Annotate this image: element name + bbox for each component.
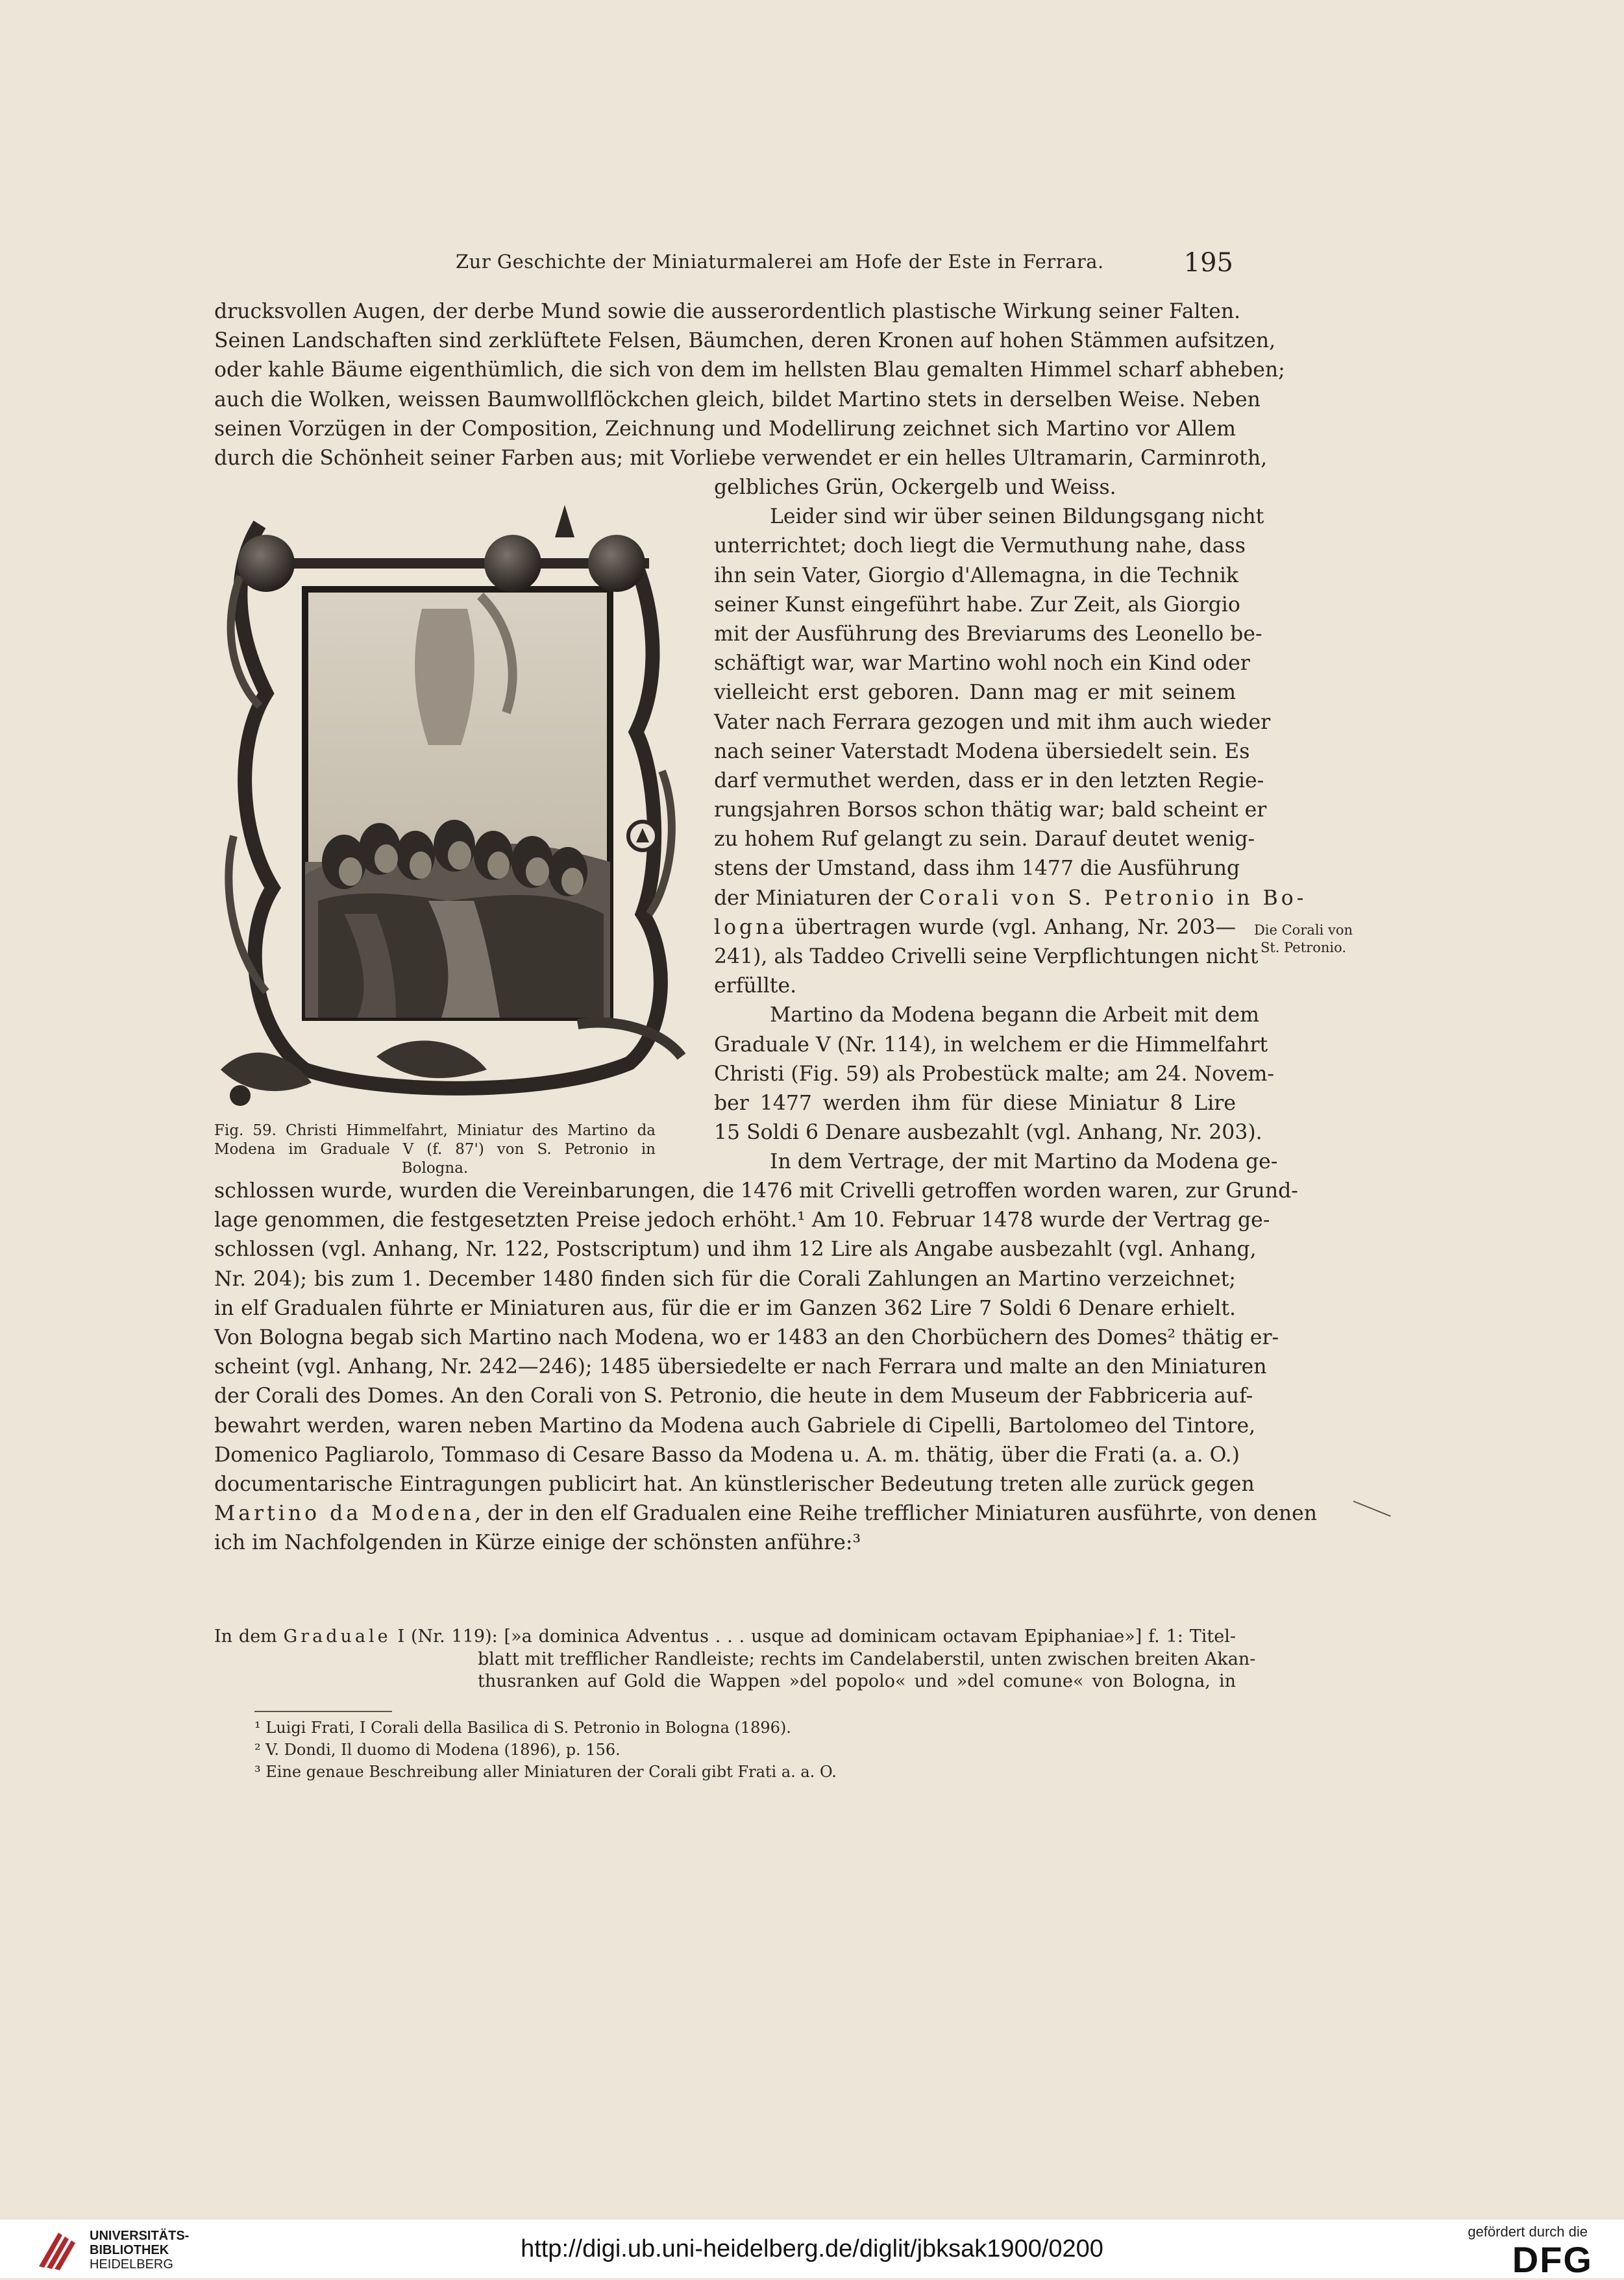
library-name-line: BIBLIOTHEK (90, 2243, 169, 2257)
miniature-image (214, 498, 695, 1101)
text-line: ber 1477 werden ihm für diese Miniatur 8 Lire (714, 1091, 1236, 1115)
text-line: Christi (Fig. 59) als Probestück malte; am 24. Novem- (714, 1062, 1275, 1086)
text-line: seinen Vorzügen in der Composition, Zeichnung und Modellirung zeichnet sich Martino vor Allem (214, 417, 1236, 441)
library-name-line: UNIVERSITÄTS- (90, 2229, 190, 2243)
text-line: in elf Gradualen führte er Miniaturen aus, für die er im Ganzen 362 Lire 7 Soldi 6 Denare erhielt. (214, 1296, 1236, 1320)
marginal-line: Die Corali von (1253, 922, 1353, 938)
text-line: der Corali des Domes. An den Corali von S. Petronio, die heute in dem Museum der Fabbriceria auf- (214, 1384, 1253, 1408)
funded-by-text: gefördert durch die (1468, 2224, 1588, 2240)
small-line: thusranken auf Gold die Wappen »del popolo« und »del comune« von Bologna, in (478, 1671, 1236, 1691)
text-line: In dem Vertrage, der mit Martino da Modena ge- (770, 1150, 1278, 1174)
text-line: darf vermuthet werden, dass er in den letzten Regie- (714, 768, 1264, 792)
spaced-text: logna (714, 915, 788, 939)
text-line: bewahrt werden, waren neben Martino da Modena auch Gabriele di Cipelli, Bartolomeo del Tintore, (214, 1414, 1256, 1438)
text-run: In dem (214, 1626, 284, 1647)
text-line: Domenico Pagliarolo, Tommaso di Cesare Basso da Modena u. A. m. thätig, über die Frati (a. a. O.) (214, 1443, 1240, 1467)
text-line: nach seiner Vaterstadt Modena übersiedelt sein. Es (714, 739, 1250, 763)
text-line: auch die Wolken, weissen Baumwollflöckchen gleich, bildet Martino stets in derselben Weise. Neben (214, 387, 1261, 411)
footnote: ¹ Luigi Frati, I Corali della Basilica di S. Petronio in Bologna (1896). (254, 1719, 791, 1737)
page-number: 195 (1183, 248, 1233, 278)
marginal-note (1245, 922, 1362, 957)
text-line: 15 Soldi 6 Denare ausbezahlt (vgl. Anhang, Nr. 203). (714, 1121, 1262, 1145)
text-line: Leider sind wir über seinen Bildungsgang nicht (770, 505, 1264, 529)
footnotes (254, 1717, 837, 1783)
text-line: drucksvollen Augen, der derbe Mund sowie die ausserordentlich plastische Wirkung seiner Falten. (214, 300, 1241, 323)
source-url-link[interactable]: http://digi.ub.uni-heidelberg.de/diglit/jbksak1900/0200 (521, 2235, 1103, 2262)
text-line: lage genommen, die festgesetzten Preise jedoch erhöht.¹ Am 10. Februar 1478 wurde der Vertrag ge- (214, 1208, 1270, 1232)
figure-caption (214, 1122, 656, 1178)
text-line: stens der Umstand, dass ihm 1477 die Ausführung (714, 857, 1240, 881)
text-line (714, 913, 1236, 942)
catalogue-entry (214, 1626, 1256, 1693)
text-line: ich im Nachfolgenden in Kürze einige der schönsten anführe:³ (214, 1531, 861, 1555)
library-name-line: HEIDELBERG (90, 2257, 173, 2272)
text-line (214, 1499, 1318, 1528)
running-head: Zur Geschichte der Miniaturmalerei am Hofe der Este in Ferrara. (456, 251, 1104, 273)
text-line: Von Bologna begab sich Martino nach Modena, wo er 1483 an den Chorbüchern des Domes² thätig er- (214, 1325, 1279, 1349)
caption-line: Fig. 59. Christi Himmelfahrt, Miniatur des Martino da (214, 1122, 656, 1139)
caption-line: Bologna. (401, 1160, 469, 1177)
spaced-text: Martino da Modena (214, 1502, 475, 1526)
text-line: gelbliches Grün, Ockergelb und Weiss. (714, 476, 1116, 499)
dfg-logo: DFG (1512, 2239, 1593, 2280)
text-line: vielleicht erst geboren. Dann mag er mit seinem (714, 681, 1236, 705)
text-line: schäftigt war, war Martino wohl noch ein Kind oder (714, 652, 1250, 676)
caption-line: Modena im Graduale V (f. 87') von S. Petronio in (214, 1141, 656, 1158)
text-run: übertragen wurde (vgl. Anhang, Nr. 203— (787, 915, 1236, 939)
text-line (714, 884, 1307, 913)
text-line: mit der Ausführung des Breviarums des Leonello be- (714, 622, 1262, 646)
text-line: zu hohem Ruf gelangt zu sein. Darauf deutet wenig- (714, 827, 1255, 852)
text-line: 241), als Taddeo Crivelli seine Verpflichtungen nicht (714, 945, 1259, 968)
text-run: der Miniaturen der (714, 886, 920, 910)
miniature-illustration (214, 498, 695, 1101)
text-line: rungsjahren Borsos schon thätig war; bald scheint er (714, 798, 1267, 822)
text-line: unterrichtet; doch liegt die Vermuthung nahe, dass (714, 534, 1246, 558)
text-line: Nr. 204); bis zum 1. December 1480 finden sich für die Corali Zahlungen an Martino verzeichnet; (214, 1267, 1236, 1291)
footnote-rule (254, 1711, 392, 1712)
text-run: I (Nr. 119): [»a dominica Adventus . . . usque ad dominicam octavam Epiphaniae»] f. 1: Titel- (391, 1626, 1236, 1647)
text-line: ihn sein Vater, Giorgio d'Allemagna, in die Technik (714, 563, 1239, 587)
text-line: oder kahle Bäume eigenthümlich, die sich von dem im hellsten Blau gemalten Himmel scharf abheben; (214, 358, 1285, 382)
footnote: ³ Eine genaue Beschreibung aller Miniaturen der Corali gibt Frati a. a. O. (254, 1763, 837, 1781)
stray-mark (1353, 1501, 1391, 1517)
text-line: erfüllte. (714, 974, 797, 998)
body-text-bottom (214, 1177, 1318, 1558)
text-line: Vater nach Ferrara gezogen und mit ihm auch wieder (714, 710, 1271, 734)
marginal-line: St. Petronio. (1260, 940, 1347, 955)
text-line: Graduale V (Nr. 114), in welchem er die Himmelfahrt (714, 1033, 1268, 1057)
text-run: , der in den elf Gradualen eine Reihe trefflicher Miniaturen ausführte, von denen (474, 1502, 1318, 1526)
body-text-top (214, 297, 1285, 473)
text-line: seiner Kunst eingeführt habe. Zur Zeit, als Giorgio (714, 593, 1240, 617)
small-line: blatt mit trefflicher Randleiste; rechts im Candelaberstil, unten zwischen breiten Akan- (478, 1649, 1256, 1669)
spaced-text: Corali von S. Petronio in Bo- (919, 886, 1307, 910)
text-line: schlossen (vgl. Anhang, Nr. 122, Postscriptum) und ihm 12 Lire als Angabe ausbezahlt (vgl. Anhang, (214, 1238, 1257, 1262)
text-line: documentarische Eintragungen publicirt hat. An künstlerischer Bedeutung treten alle zurück gegen (214, 1472, 1255, 1496)
small-line (214, 1626, 1236, 1649)
text-line: schlossen wurde, wurden die Vereinbarungen, die 1476 mit Crivelli getroffen worden waren, zur Grund- (214, 1179, 1298, 1203)
footer-bar (0, 2220, 1624, 2278)
spaced-text: Graduale (283, 1626, 391, 1647)
text-line: scheint (vgl. Anhang, Nr. 242—246); 1485 übersiedelte er nach Ferrara und malte an den Miniaturen (214, 1355, 1267, 1379)
page-header (214, 248, 1233, 280)
text-line: Seinen Landschaften sind zerklüftete Felsen, Bäumchen, deren Kronen auf hohen Stämmen aufsitzen, (214, 329, 1276, 353)
text-line: durch die Schönheit seiner Farben aus; mit Vorliebe verwendet er ein helles Ultramarin, Carminroth, (214, 446, 1268, 470)
text-line: Martino da Modena begann die Arbeit mit dem (770, 1003, 1260, 1027)
footnote: ² V. Dondi, Il duomo di Modena (1896), p. 156. (254, 1741, 621, 1759)
